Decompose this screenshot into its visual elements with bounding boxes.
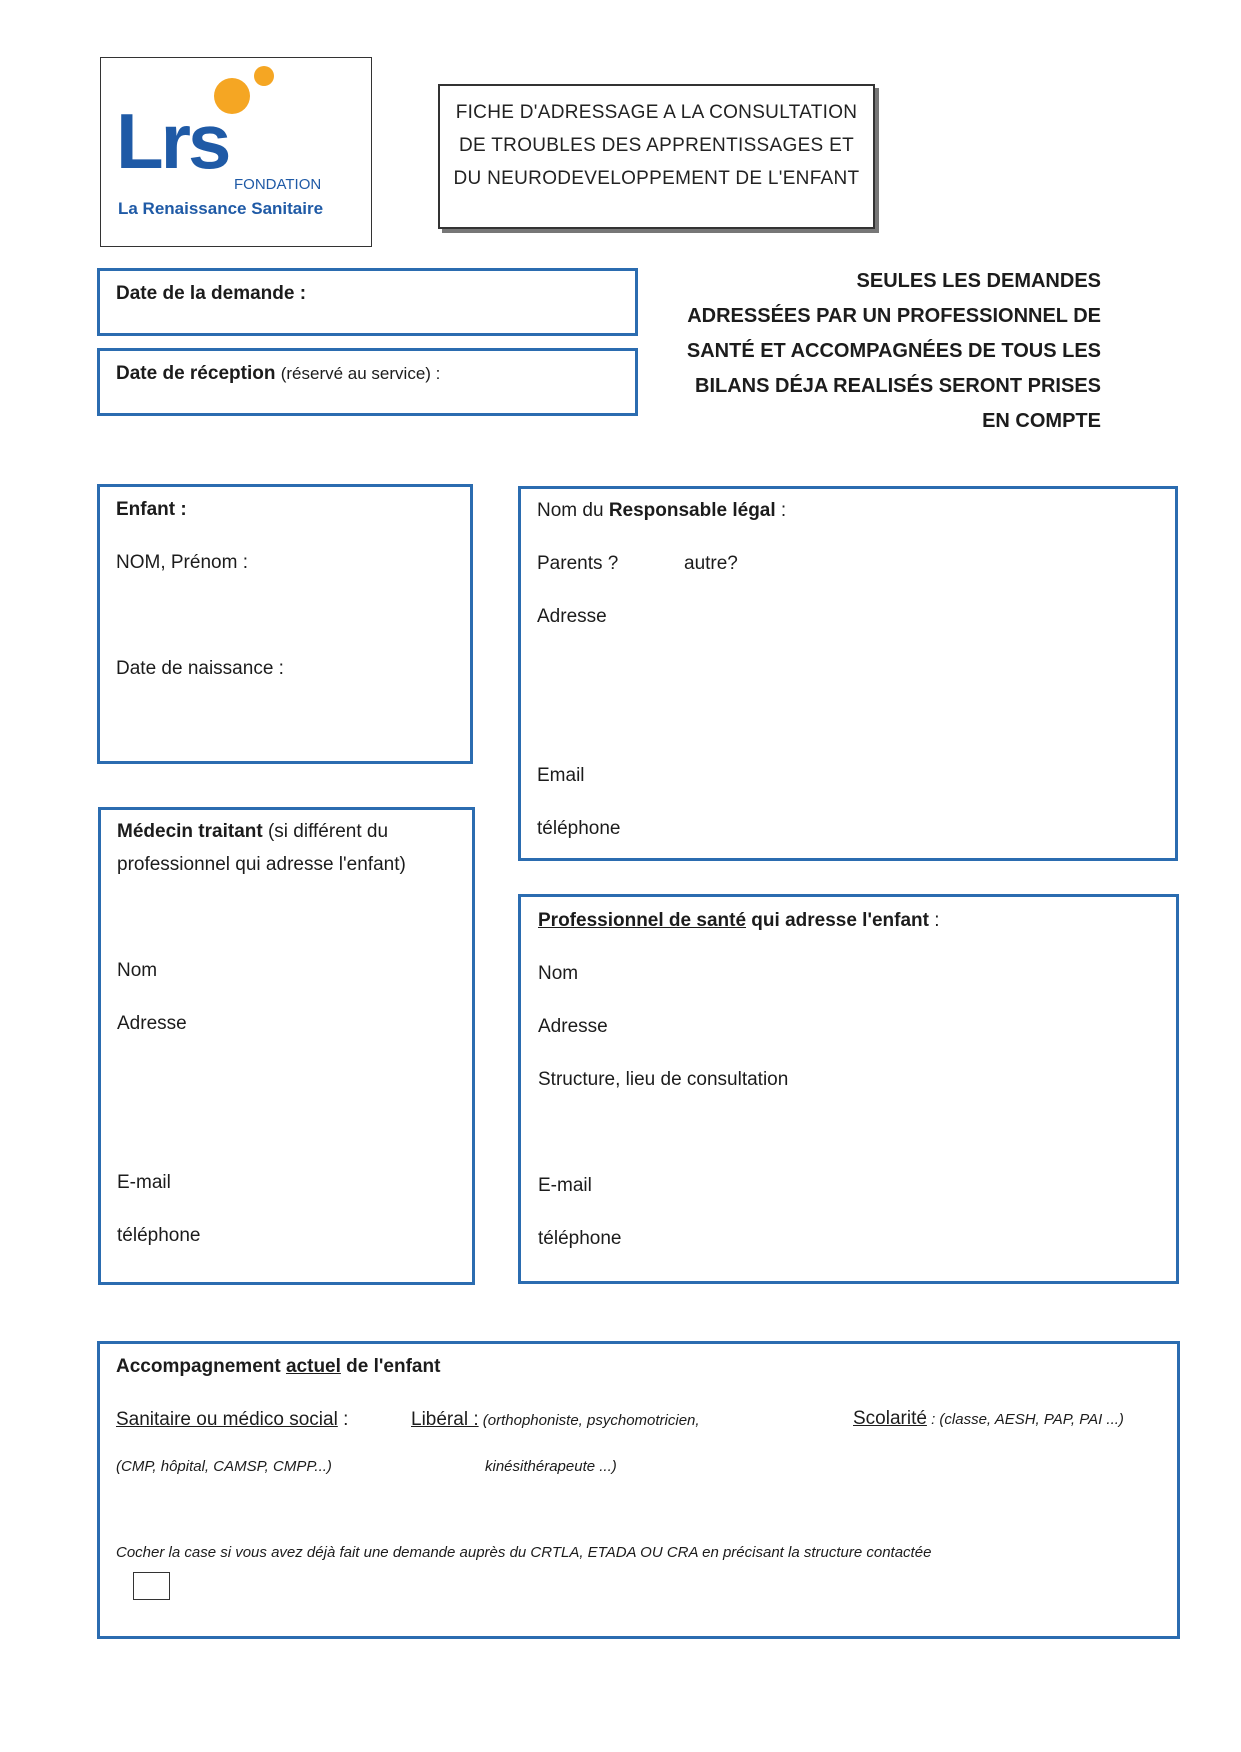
medecin-heading-bold: Médecin traitant — [117, 821, 263, 842]
professionnel-email-label: E-mail — [538, 1175, 592, 1196]
medecin-heading-rest-1: (si différent du — [262, 821, 389, 842]
title-line-1: FICHE D'ADRESSAGE A LA CONSULTATION — [455, 102, 858, 123]
liberal-examples-1: (orthophoniste, psychomotricien, — [478, 1412, 700, 1429]
sanitaire-group — [116, 1409, 348, 1431]
professionnel-heading-underlined: Professionnel de santé — [538, 910, 747, 931]
notice-line-4: BILANS DÉJA REALISÉS SERONT PRISES — [695, 375, 1101, 397]
enfant-section — [97, 484, 473, 764]
accompagnement-section — [97, 1341, 1180, 1639]
responsable-parents-label: Parents ? — [537, 553, 619, 574]
notice-line-2: ADRESSÉES PAR UN PROFESSIONNEL DE — [687, 305, 1101, 327]
medecin-section — [98, 807, 475, 1285]
liberal-label: Libéral : — [411, 1409, 479, 1430]
responsable-heading-prefix: Nom du — [537, 500, 604, 521]
form-title — [438, 84, 875, 229]
logo-fondation: FONDATION — [234, 176, 322, 193]
date-reception-note: (réservé au service) : — [280, 364, 441, 383]
liberal-examples-2: kinésithérapeute ...) — [485, 1458, 617, 1475]
sanitaire-label: Sanitaire ou médico social — [116, 1409, 338, 1430]
professionnel-nom-label: Nom — [538, 963, 579, 984]
demande-checkbox[interactable] — [133, 1572, 170, 1600]
medecin-heading-rest-2: professionnel qui adresse l'enfant) — [117, 854, 406, 875]
responsable-autre-label: autre? — [684, 553, 738, 574]
accompagnement-heading-underlined: actuel — [285, 1356, 341, 1377]
sanitaire-examples: (CMP, hôpital, CAMSP, CMPP...) — [116, 1458, 332, 1475]
cocher-instruction: Cocher la case si vous avez déjà fait une demande auprès du CRTLA, ETADA OU CRA en précisant la structure contactée — [116, 1544, 932, 1561]
medecin-telephone-label: téléphone — [117, 1225, 201, 1246]
medecin-nom-label: Nom — [117, 960, 158, 981]
responsable-adresse-label: Adresse — [537, 606, 607, 627]
accompagnement-heading-suffix: de l'enfant — [340, 1356, 441, 1377]
medecin-email-label: E-mail — [117, 1172, 171, 1193]
accompagnement-heading-prefix: Accompagnement — [116, 1356, 286, 1377]
title-line-2: DE TROUBLES DES APPRENTISSAGES ET — [459, 135, 854, 156]
professionnel-telephone-label: téléphone — [538, 1228, 622, 1249]
date-reception-label-group — [116, 363, 440, 385]
medecin-heading — [117, 821, 388, 843]
enfant-nom-prenom-label: NOM, Prénom : — [116, 552, 248, 573]
professionnel-adresse-label: Adresse — [538, 1016, 608, 1037]
scolarite-label: Scolarité — [853, 1408, 927, 1429]
date-demande-label: Date de la demande : — [116, 283, 307, 304]
sanitaire-colon: : — [337, 1409, 349, 1430]
enfant-heading: Enfant : — [116, 499, 187, 520]
professionnel-structure-label: Structure, lieu de consultation — [538, 1069, 789, 1090]
logo-subtitle: La Renaissance Sanitaire — [118, 199, 324, 218]
date-reception-label: Date de réception — [116, 363, 276, 384]
professionnel-heading — [538, 910, 940, 932]
responsable-section — [518, 486, 1178, 861]
liberal-group — [411, 1409, 700, 1431]
responsable-heading — [537, 500, 786, 522]
medecin-adresse-label: Adresse — [117, 1013, 187, 1034]
title-line-3: DU NEURODEVELOPPEMENT DE L'ENFANT — [453, 168, 860, 189]
professionnel-heading-suffix: : — [928, 910, 940, 931]
responsable-telephone-label: téléphone — [537, 818, 621, 839]
notice-line-5: EN COMPTE — [982, 410, 1101, 432]
scolarite-group — [853, 1408, 1124, 1430]
accompagnement-heading — [116, 1356, 440, 1378]
enfant-date-naissance-label: Date de naissance : — [116, 658, 284, 679]
responsable-heading-suffix: : — [775, 500, 787, 521]
professionnel-heading-bold-rest: qui adresse l'enfant — [746, 910, 929, 931]
notice-line-3: SANTÉ ET ACCOMPAGNÉES DE TOUS LES — [686, 340, 1101, 362]
responsable-email-label: Email — [537, 765, 585, 786]
notice-line-1: SEULES LES DEMANDES — [856, 270, 1101, 292]
logo-dot-small — [254, 66, 274, 86]
logo-letters: Lrs — [116, 97, 229, 185]
scolarite-examples: : (classe, AESH, PAP, PAI ...) — [926, 1411, 1124, 1428]
responsable-heading-bold: Responsable légal — [608, 500, 776, 521]
